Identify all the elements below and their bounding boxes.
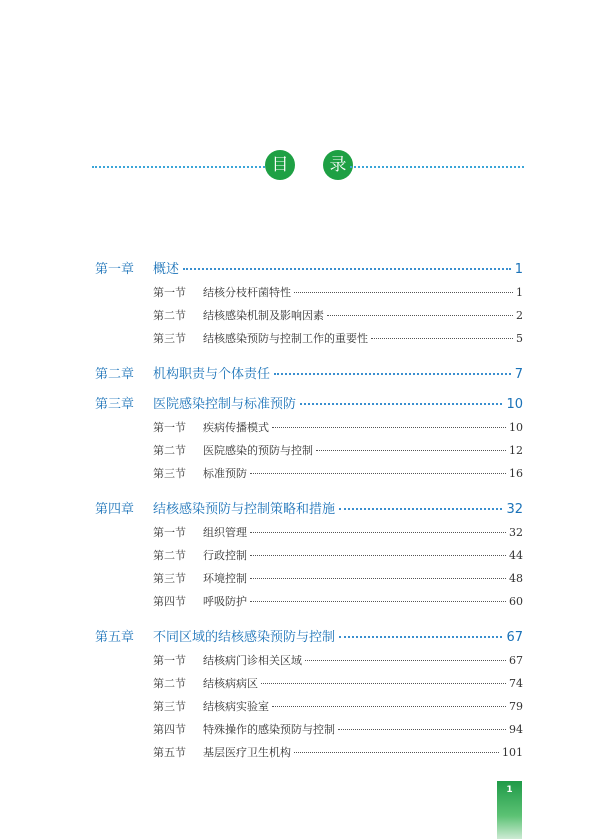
section-entry[interactable] (95, 524, 523, 547)
section-title: 结核病病区 (203, 677, 258, 690)
dot-leader (250, 601, 506, 602)
section-title: 医院感染的预防与控制 (203, 444, 313, 457)
chapter-label: 第五章 (95, 630, 135, 645)
table-of-contents (95, 258, 523, 777)
chapter-entry[interactable] (95, 393, 523, 413)
section-page: 32 (509, 526, 523, 539)
section-page: 74 (509, 677, 523, 690)
section-title: 结核感染预防与控制工作的重要性 (203, 332, 368, 345)
dot-leader (316, 450, 506, 451)
section-entry[interactable] (95, 419, 523, 442)
section-title: 特殊操作的感染预防与控制 (203, 723, 335, 736)
section-page: 48 (509, 572, 523, 585)
section-entry[interactable] (95, 652, 523, 675)
heading-char-2: 录 (323, 150, 353, 180)
section-page: 79 (509, 700, 523, 713)
chapter-group (95, 626, 523, 767)
chapter-label: 第二章 (95, 367, 135, 382)
chapter-page: 10 (506, 397, 523, 412)
section-page: 5 (516, 332, 523, 345)
dot-leader (272, 427, 506, 428)
section-label: 第三节 (153, 332, 186, 345)
dot-leader (183, 268, 511, 270)
dot-leader (327, 315, 513, 316)
chapter-group (95, 258, 523, 353)
dot-leader (261, 683, 506, 684)
section-entry[interactable] (95, 675, 523, 698)
section-entry[interactable] (95, 465, 523, 488)
section-title: 标准预防 (203, 467, 247, 480)
chapter-page: 32 (506, 502, 523, 517)
section-page: 67 (509, 654, 523, 667)
section-label: 第一节 (153, 526, 186, 539)
section-entry[interactable] (95, 547, 523, 570)
section-page: 44 (509, 549, 523, 562)
section-entry[interactable] (95, 570, 523, 593)
section-page: 94 (509, 723, 523, 736)
section-title: 环境控制 (203, 572, 247, 585)
chapter-group (95, 393, 523, 488)
chapter-entry[interactable] (95, 626, 523, 646)
section-label: 第二节 (153, 309, 186, 322)
chapter-label: 第一章 (95, 262, 135, 277)
dot-leader (250, 473, 506, 474)
toc-heading (92, 150, 524, 182)
chapter-title: 机构职责与个体责任 (153, 367, 271, 382)
dot-leader (250, 555, 506, 556)
dot-leader (274, 373, 511, 375)
chapter-entry[interactable] (95, 498, 523, 518)
section-page: 16 (509, 467, 523, 480)
section-label: 第四节 (153, 723, 186, 736)
chapter-page: 7 (514, 367, 523, 382)
section-label: 第一节 (153, 286, 186, 299)
section-entry[interactable] (95, 593, 523, 616)
section-title: 疾病传播模式 (203, 421, 269, 434)
chapter-title: 概述 (153, 262, 180, 277)
section-page: 60 (509, 595, 523, 608)
section-label: 第三节 (153, 572, 186, 585)
section-page: 10 (509, 421, 523, 434)
section-entry[interactable] (95, 307, 523, 330)
section-title: 结核分枝杆菌特性 (203, 286, 291, 299)
section-page: 101 (502, 746, 523, 759)
heading-char-1: 目 (265, 150, 295, 180)
section-entry[interactable] (95, 744, 523, 767)
chapter-entry[interactable] (95, 258, 523, 278)
chapter-page: 67 (506, 630, 523, 645)
section-page: 12 (509, 444, 523, 457)
section-title: 结核病门诊相关区域 (203, 654, 302, 667)
dot-leader (305, 660, 506, 661)
dot-leader (339, 508, 502, 510)
section-label: 第二节 (153, 444, 186, 457)
dot-leader (338, 729, 506, 730)
dot-leader (371, 338, 513, 339)
section-label: 第二节 (153, 677, 186, 690)
section-label: 第四节 (153, 595, 186, 608)
chapter-group (95, 498, 523, 616)
dot-leader (294, 292, 513, 293)
section-label: 第一节 (153, 654, 186, 667)
section-page: 1 (516, 286, 523, 299)
section-entry[interactable] (95, 284, 523, 307)
chapter-group (95, 363, 523, 383)
dot-leader (250, 532, 506, 533)
section-entry[interactable] (95, 698, 523, 721)
section-title: 基层医疗卫生机构 (203, 746, 291, 759)
dot-leader (300, 403, 502, 405)
dot-leader (250, 578, 506, 579)
section-entry[interactable] (95, 721, 523, 744)
section-label: 第二节 (153, 549, 186, 562)
chapter-title: 医院感染控制与标准预防 (153, 397, 297, 412)
page-number: 1 (506, 785, 513, 795)
dot-leader (272, 706, 506, 707)
chapter-title: 结核感染预防与控制策略和措施 (153, 502, 336, 517)
section-title: 呼吸防护 (203, 595, 247, 608)
dot-leader (294, 752, 499, 753)
section-title: 行政控制 (203, 549, 247, 562)
section-label: 第五节 (153, 746, 186, 759)
dotted-rule-right (350, 166, 524, 168)
section-title: 结核病实验室 (203, 700, 269, 713)
section-title: 结核感染机制及影响因素 (203, 309, 324, 322)
section-page: 2 (516, 309, 523, 322)
chapter-label: 第三章 (95, 397, 135, 412)
chapter-label: 第四章 (95, 502, 135, 517)
chapter-title: 不同区域的结核感染预防与控制 (153, 630, 336, 645)
section-label: 第一节 (153, 421, 186, 434)
section-label: 第三节 (153, 467, 186, 480)
page-number-tab (497, 781, 522, 839)
section-label: 第三节 (153, 700, 186, 713)
chapter-page: 1 (514, 262, 523, 277)
dot-leader (339, 636, 502, 638)
section-entry[interactable] (95, 330, 523, 353)
section-title: 组织管理 (203, 526, 247, 539)
chapter-entry[interactable] (95, 363, 523, 383)
section-entry[interactable] (95, 442, 523, 465)
dotted-rule-left (92, 166, 265, 168)
